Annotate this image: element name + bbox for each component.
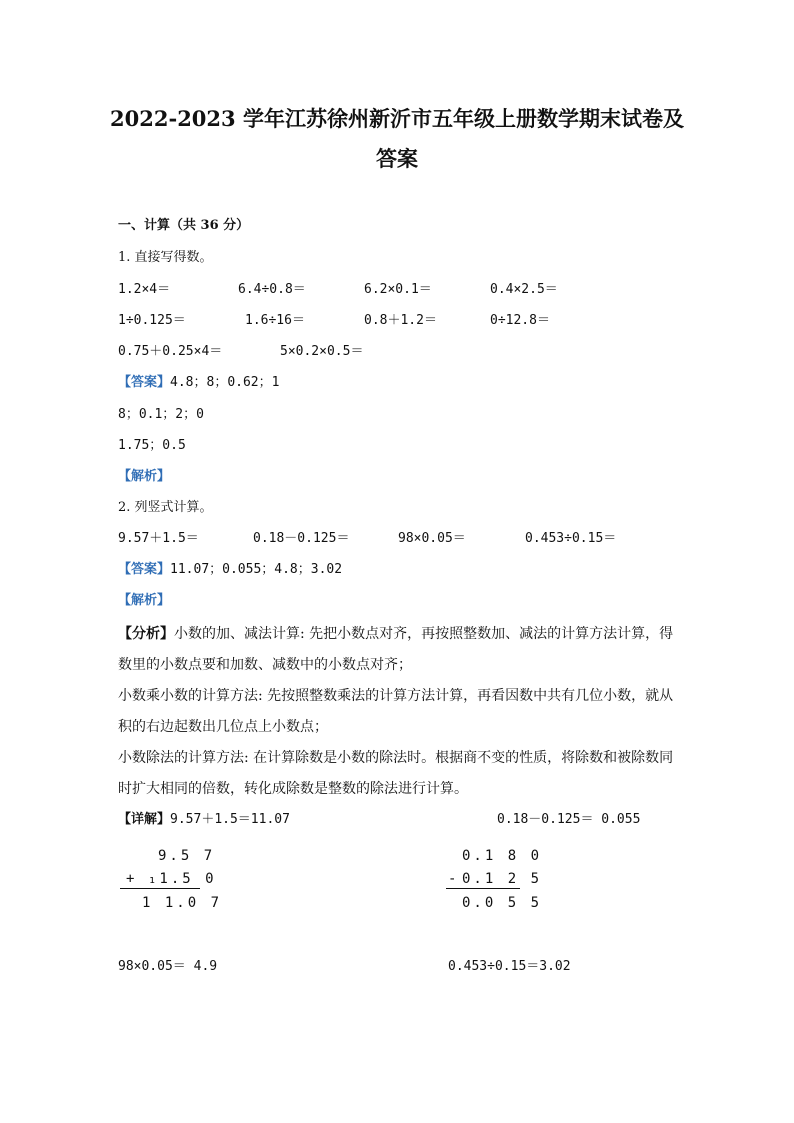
answer-tag: 【答案】 [118,562,171,577]
vertical-sub-top: 0.1 8 0 [462,848,543,864]
q2-item-3: 98×0.05＝ [398,531,466,546]
q1-item-7: 0.8＋1.2＝ [364,313,437,328]
q2-analysis-p2a: 小数乘小数的计算方法: 先按照整数乘法的计算方法计算，再看因数中共有几位小数，就从 [118,688,674,704]
q1-item-1: 1.2×4＝ [118,282,171,297]
q1-item-4: 0.4×2.5＝ [490,282,558,297]
vertical-add-operator: + [126,871,138,887]
question-1-label: 1. 直接写得数。 [118,250,213,265]
q2-answer-text: 11.07；0.055；4.8；3.02 [170,562,343,577]
q1-item-2: 6.4÷0.8＝ [238,282,306,297]
vertical-add-rule [120,888,200,889]
analysis-text: 小数的加、减法计算: 先把小数点对齐，再按照整数加、减法的计算方法计算，得 [174,626,674,642]
q2-analysis-p1a [118,624,673,644]
q2-detail-div: 0.453÷0.15＝3.02 [448,959,571,974]
page-title-line-2: 答案 [376,146,418,171]
question-2-label: 2. 列竖式计算。 [118,500,213,515]
q1-analysis-tag: 【解析】 [118,469,171,484]
q2-answer [118,561,342,579]
vertical-add-top: 9.5 7 [158,848,216,864]
vertical-add-bottom: ₁1.5 0 [148,871,217,887]
q1-item-8: 0÷12.8＝ [490,313,550,328]
analysis-lead-tag: 【分析】 [118,626,174,642]
q1-item-6: 1.6÷16＝ [245,313,305,328]
vertical-sub-rule [446,888,520,889]
q2-analysis-p1b: 数里的小数点要和加数、减数中的小数点对齐； [118,657,412,673]
q1-item-3: 6.2×0.1＝ [364,282,432,297]
q1-item-9: 0.75＋0.25×4＝ [118,344,223,359]
q2-analysis-p2b: 积的右边起数出几位点上小数点； [118,719,328,735]
vertical-sub-bottom: 0.1 2 5 [462,871,543,887]
section-heading-calculation: 一、计算（共 36 分） [118,218,250,233]
q1-item-5: 1÷0.125＝ [118,313,186,328]
q2-detail-left [118,811,290,829]
q1-answer-line-1: 4.8；8；0.62；1 [170,375,280,390]
vertical-sub-operator: - [448,871,460,887]
q1-answer [118,374,279,392]
q2-item-1: 9.57＋1.5＝ [118,531,199,546]
vertical-sub-result: 0.0 5 5 [462,895,543,911]
q2-item-2: 0.18－0.125＝ [253,531,350,546]
detail-left-expression: 9.57＋1.5＝11.07 [170,812,290,827]
q2-analysis-tag: 【解析】 [118,593,171,608]
q1-answer-line-2: 8；0.1；2；0 [118,407,204,422]
q1-answer-line-3: 1.75；0.5 [118,438,186,453]
q2-detail-mul: 98×0.05＝ 4.9 [118,959,218,974]
q1-item-10: 5×0.2×0.5＝ [280,344,364,359]
page-title-line-1: 2022-2023 学年江苏徐州新沂市五年级上册数学期末试卷及 [110,106,684,131]
q2-item-4: 0.453÷0.15＝ [525,531,617,546]
answer-tag: 【答案】 [118,375,171,390]
q2-analysis-p3b: 时扩大相同的倍数，转化成除数是整数的除法进行计算。 [118,781,468,797]
q2-detail-right: 0.18－0.125＝ 0.055 [497,812,641,827]
vertical-add-result: 1 1.0 7 [142,895,223,911]
detail-tag: 【详解】 [118,812,171,827]
q2-analysis-p3a: 小数除法的计算方法: 在计算除数是小数的除法时。根据商不变的性质，将除数和被除数同 [118,750,674,766]
